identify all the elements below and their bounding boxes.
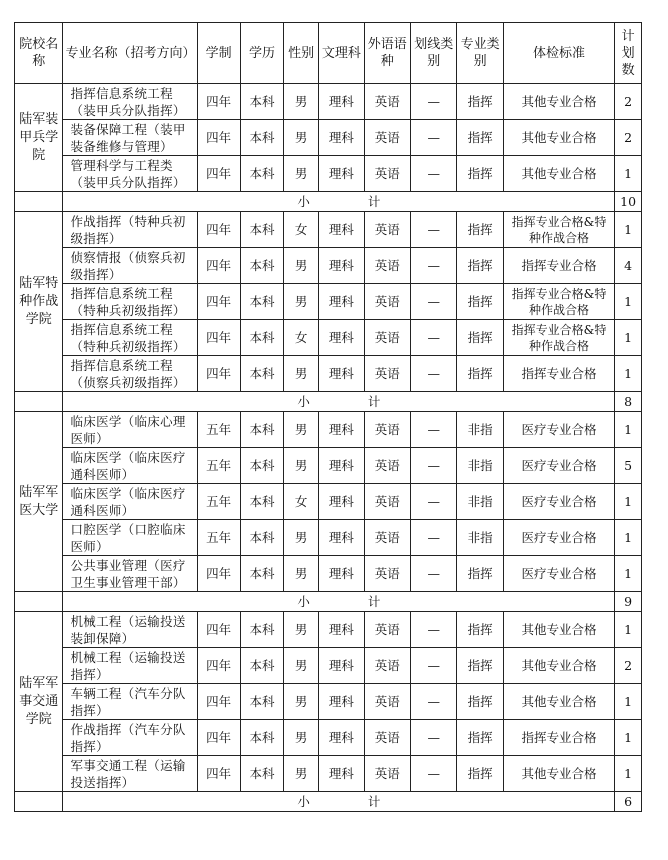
- major-type-cell: 指挥: [457, 720, 503, 756]
- language-cell: 英语: [364, 520, 410, 556]
- major-cell: 口腔医学（口腔临床医师）: [63, 520, 197, 556]
- major-cell: 临床医学（临床心理医师）: [63, 412, 197, 448]
- physical-standard-cell: 指挥专业合格: [503, 248, 614, 284]
- degree-cell: 本科: [240, 120, 283, 156]
- school-name-cell: 陆军军事交通学院: [15, 612, 63, 792]
- degree-cell: 本科: [240, 412, 283, 448]
- table-row: [15, 448, 642, 484]
- track-cell: 理科: [319, 212, 364, 248]
- degree-cell: 本科: [240, 156, 283, 192]
- line-type-cell: —: [411, 356, 457, 392]
- track-cell: 理科: [319, 320, 364, 356]
- degree-cell: 本科: [240, 684, 283, 720]
- major-cell: 作战指挥（汽车分队指挥）: [63, 720, 197, 756]
- language-cell: 英语: [364, 356, 410, 392]
- gender-cell: 男: [284, 284, 319, 320]
- plan-count-cell: 1: [615, 356, 642, 392]
- line-type-cell: —: [411, 556, 457, 592]
- subtotal-label-part: 小: [297, 794, 310, 809]
- track-cell: 理科: [319, 520, 364, 556]
- physical-standard-cell: 指挥专业合格: [503, 356, 614, 392]
- duration-cell: 四年: [197, 248, 240, 284]
- line-type-cell: —: [411, 156, 457, 192]
- major-cell: 装备保障工程（装甲装备维修与管理）: [63, 120, 197, 156]
- table-row: [15, 84, 642, 120]
- school-name-cell: 陆军特种作战学院: [15, 212, 63, 392]
- table-row: [15, 156, 642, 192]
- gender-cell: 男: [284, 412, 319, 448]
- major-cell: 临床医学（临床医疗通科医师）: [63, 448, 197, 484]
- subtotal-row: [15, 592, 642, 612]
- duration-cell: 四年: [197, 356, 240, 392]
- major-type-cell: 非指: [457, 520, 503, 556]
- physical-standard-cell: 其他专业合格: [503, 156, 614, 192]
- duration-cell: 四年: [197, 612, 240, 648]
- language-cell: 英语: [364, 556, 410, 592]
- table-row: [15, 720, 642, 756]
- degree-cell: 本科: [240, 612, 283, 648]
- header-language: 外语语种: [364, 23, 410, 84]
- duration-cell: 五年: [197, 448, 240, 484]
- major-type-cell: 指挥: [457, 320, 503, 356]
- enrollment-plan-table: [14, 22, 642, 812]
- duration-cell: 四年: [197, 120, 240, 156]
- plan-count-cell: 1: [615, 156, 642, 192]
- physical-standard-cell: 其他专业合格: [503, 84, 614, 120]
- track-cell: 理科: [319, 284, 364, 320]
- header-major-type: 专业类别: [457, 23, 503, 84]
- language-cell: 英语: [364, 412, 410, 448]
- duration-cell: 四年: [197, 720, 240, 756]
- degree-cell: 本科: [240, 320, 283, 356]
- major-type-cell: 指挥: [457, 248, 503, 284]
- track-cell: 理科: [319, 412, 364, 448]
- language-cell: 英语: [364, 648, 410, 684]
- degree-cell: 本科: [240, 248, 283, 284]
- gender-cell: 男: [284, 248, 319, 284]
- line-type-cell: —: [411, 248, 457, 284]
- gender-cell: 男: [284, 648, 319, 684]
- major-type-cell: 指挥: [457, 156, 503, 192]
- plan-count-cell: 2: [615, 648, 642, 684]
- line-type-cell: —: [411, 320, 457, 356]
- subtotal-blank-cell: [15, 592, 63, 612]
- table-row: [15, 212, 642, 248]
- physical-standard-cell: 医疗专业合格: [503, 448, 614, 484]
- major-type-cell: 指挥: [457, 612, 503, 648]
- table-row: [15, 684, 642, 720]
- physical-standard-cell: 医疗专业合格: [503, 484, 614, 520]
- physical-standard-cell: 医疗专业合格: [503, 520, 614, 556]
- physical-standard-cell: 其他专业合格: [503, 648, 614, 684]
- track-cell: 理科: [319, 720, 364, 756]
- plan-count-cell: 1: [615, 612, 642, 648]
- track-cell: 理科: [319, 156, 364, 192]
- plan-count-cell: 1: [615, 484, 642, 520]
- track-cell: 理科: [319, 356, 364, 392]
- table-row: [15, 756, 642, 792]
- table-row: [15, 120, 642, 156]
- plan-count-cell: 5: [615, 448, 642, 484]
- header-physical: 体检标准: [503, 23, 614, 84]
- track-cell: 理科: [319, 248, 364, 284]
- physical-standard-cell: 指挥专业合格&特种作战合格: [503, 212, 614, 248]
- line-type-cell: —: [411, 684, 457, 720]
- track-cell: 理科: [319, 448, 364, 484]
- language-cell: 英语: [364, 756, 410, 792]
- degree-cell: 本科: [240, 648, 283, 684]
- duration-cell: 四年: [197, 156, 240, 192]
- subtotal-row: [15, 192, 642, 212]
- duration-cell: 四年: [197, 648, 240, 684]
- plan-count-cell: 1: [615, 320, 642, 356]
- header-line-type: 划线类别: [411, 23, 457, 84]
- major-cell: 公共事业管理（医疗卫生事业管理干部）: [63, 556, 197, 592]
- table-row: [15, 520, 642, 556]
- subtotal-label-cell: [63, 392, 615, 412]
- duration-cell: 五年: [197, 484, 240, 520]
- subtotal-blank-cell: [15, 392, 63, 412]
- line-type-cell: —: [411, 212, 457, 248]
- line-type-cell: —: [411, 84, 457, 120]
- language-cell: 英语: [364, 448, 410, 484]
- subtotal-value-cell: 6: [615, 792, 642, 812]
- table-row: [15, 412, 642, 448]
- major-cell: 指挥信息系统工程（装甲兵分队指挥）: [63, 84, 197, 120]
- track-cell: 理科: [319, 648, 364, 684]
- header-major: 专业名称（招考方向）: [63, 23, 197, 84]
- major-type-cell: 指挥: [457, 756, 503, 792]
- school-name-cell: 陆军装甲兵学院: [15, 84, 63, 192]
- plan-count-cell: 1: [615, 284, 642, 320]
- physical-standard-cell: 其他专业合格: [503, 612, 614, 648]
- table-row: [15, 556, 642, 592]
- gender-cell: 男: [284, 84, 319, 120]
- major-cell: 临床医学（临床医疗通科医师）: [63, 484, 197, 520]
- plan-count-cell: 1: [615, 412, 642, 448]
- gender-cell: 男: [284, 720, 319, 756]
- major-type-cell: 指挥: [457, 212, 503, 248]
- header-degree: 学历: [240, 23, 283, 84]
- degree-cell: 本科: [240, 720, 283, 756]
- track-cell: 理科: [319, 484, 364, 520]
- major-type-cell: 指挥: [457, 120, 503, 156]
- track-cell: 理科: [319, 120, 364, 156]
- physical-standard-cell: 指挥专业合格&特种作战合格: [503, 284, 614, 320]
- subtotal-label-cell: [63, 592, 615, 612]
- physical-standard-cell: 其他专业合格: [503, 684, 614, 720]
- gender-cell: 男: [284, 356, 319, 392]
- header-duration: 学制: [197, 23, 240, 84]
- major-cell: 军事交通工程（运输投送指挥）: [63, 756, 197, 792]
- language-cell: 英语: [364, 612, 410, 648]
- major-cell: 机械工程（运输投送指挥）: [63, 648, 197, 684]
- track-cell: 理科: [319, 684, 364, 720]
- physical-standard-cell: 医疗专业合格: [503, 556, 614, 592]
- subtotal-label-part: 计: [367, 394, 381, 409]
- duration-cell: 五年: [197, 520, 240, 556]
- subtotal-row: [15, 792, 642, 812]
- enrollment-plan-sheet: [14, 22, 642, 812]
- track-cell: 理科: [319, 612, 364, 648]
- school-name-cell: 陆军军医大学: [15, 412, 63, 592]
- major-type-cell: 指挥: [457, 84, 503, 120]
- major-type-cell: 指挥: [457, 684, 503, 720]
- plan-count-cell: 1: [615, 684, 642, 720]
- major-type-cell: 非指: [457, 484, 503, 520]
- gender-cell: 男: [284, 156, 319, 192]
- duration-cell: 四年: [197, 284, 240, 320]
- duration-cell: 四年: [197, 320, 240, 356]
- major-cell: 指挥信息系统工程（特种兵初级指挥）: [63, 284, 197, 320]
- language-cell: 英语: [364, 212, 410, 248]
- gender-cell: 男: [284, 756, 319, 792]
- line-type-cell: —: [411, 720, 457, 756]
- language-cell: 英语: [364, 284, 410, 320]
- degree-cell: 本科: [240, 84, 283, 120]
- table-row: [15, 320, 642, 356]
- duration-cell: 四年: [197, 212, 240, 248]
- line-type-cell: —: [411, 612, 457, 648]
- table-row: [15, 248, 642, 284]
- degree-cell: 本科: [240, 756, 283, 792]
- duration-cell: 四年: [197, 684, 240, 720]
- major-cell: 侦察情报（侦察兵初级指挥）: [63, 248, 197, 284]
- table-row: [15, 356, 642, 392]
- plan-count-cell: 2: [615, 84, 642, 120]
- gender-cell: 男: [284, 556, 319, 592]
- degree-cell: 本科: [240, 520, 283, 556]
- major-type-cell: 指挥: [457, 648, 503, 684]
- header-row: [15, 23, 642, 84]
- table-row: [15, 484, 642, 520]
- gender-cell: 男: [284, 520, 319, 556]
- line-type-cell: —: [411, 120, 457, 156]
- plan-count-cell: 1: [615, 756, 642, 792]
- duration-cell: 四年: [197, 756, 240, 792]
- language-cell: 英语: [364, 84, 410, 120]
- gender-cell: 男: [284, 612, 319, 648]
- track-cell: 理科: [319, 556, 364, 592]
- gender-cell: 男: [284, 448, 319, 484]
- physical-standard-cell: 指挥专业合格: [503, 720, 614, 756]
- major-cell: 作战指挥（特种兵初级指挥）: [63, 212, 197, 248]
- subtotal-label-cell: [63, 792, 615, 812]
- major-cell: 机械工程（运输投送装卸保障）: [63, 612, 197, 648]
- line-type-cell: —: [411, 484, 457, 520]
- header-plan: 计划数: [615, 23, 642, 84]
- subtotal-label-part: 小: [297, 594, 310, 609]
- major-type-cell: 指挥: [457, 356, 503, 392]
- plan-count-cell: 1: [615, 556, 642, 592]
- line-type-cell: —: [411, 520, 457, 556]
- subtotal-label-part: 计: [367, 794, 381, 809]
- duration-cell: 四年: [197, 84, 240, 120]
- subtotal-label-part: 小: [297, 194, 310, 209]
- line-type-cell: —: [411, 648, 457, 684]
- plan-count-cell: 2: [615, 120, 642, 156]
- table-row: [15, 284, 642, 320]
- subtotal-row: [15, 392, 642, 412]
- major-type-cell: 非指: [457, 448, 503, 484]
- subtotal-blank-cell: [15, 792, 63, 812]
- table-row: [15, 648, 642, 684]
- plan-count-cell: 4: [615, 248, 642, 284]
- gender-cell: 女: [284, 484, 319, 520]
- physical-standard-cell: 指挥专业合格&特种作战合格: [503, 320, 614, 356]
- plan-count-cell: 1: [615, 720, 642, 756]
- degree-cell: 本科: [240, 356, 283, 392]
- degree-cell: 本科: [240, 484, 283, 520]
- physical-standard-cell: 其他专业合格: [503, 756, 614, 792]
- track-cell: 理科: [319, 756, 364, 792]
- physical-standard-cell: 医疗专业合格: [503, 412, 614, 448]
- major-cell: 管理科学与工程类（装甲兵分队指挥）: [63, 156, 197, 192]
- major-cell: 指挥信息系统工程（侦察兵初级指挥）: [63, 356, 197, 392]
- degree-cell: 本科: [240, 212, 283, 248]
- major-type-cell: 指挥: [457, 556, 503, 592]
- language-cell: 英语: [364, 156, 410, 192]
- track-cell: 理科: [319, 84, 364, 120]
- plan-count-cell: 1: [615, 520, 642, 556]
- duration-cell: 四年: [197, 556, 240, 592]
- plan-count-cell: 1: [615, 212, 642, 248]
- language-cell: 英语: [364, 248, 410, 284]
- degree-cell: 本科: [240, 284, 283, 320]
- language-cell: 英语: [364, 684, 410, 720]
- gender-cell: 女: [284, 320, 319, 356]
- header-gender: 性别: [284, 23, 319, 84]
- major-type-cell: 指挥: [457, 284, 503, 320]
- duration-cell: 五年: [197, 412, 240, 448]
- subtotal-label-part: 小: [297, 394, 310, 409]
- major-cell: 车辆工程（汽车分队指挥）: [63, 684, 197, 720]
- physical-standard-cell: 其他专业合格: [503, 120, 614, 156]
- line-type-cell: —: [411, 756, 457, 792]
- subtotal-blank-cell: [15, 192, 63, 212]
- subtotal-value-cell: 10: [615, 192, 642, 212]
- subtotal-label-cell: [63, 192, 615, 212]
- gender-cell: 男: [284, 120, 319, 156]
- line-type-cell: —: [411, 412, 457, 448]
- subtotal-value-cell: 9: [615, 592, 642, 612]
- line-type-cell: —: [411, 284, 457, 320]
- gender-cell: 女: [284, 212, 319, 248]
- degree-cell: 本科: [240, 556, 283, 592]
- header-track: 文理科: [319, 23, 364, 84]
- gender-cell: 男: [284, 684, 319, 720]
- language-cell: 英语: [364, 720, 410, 756]
- major-cell: 指挥信息系统工程（特种兵初级指挥）: [63, 320, 197, 356]
- language-cell: 英语: [364, 120, 410, 156]
- language-cell: 英语: [364, 320, 410, 356]
- header-school: 院校名称: [15, 23, 63, 84]
- line-type-cell: —: [411, 448, 457, 484]
- degree-cell: 本科: [240, 448, 283, 484]
- language-cell: 英语: [364, 484, 410, 520]
- subtotal-label-part: 计: [367, 194, 381, 209]
- table-row: [15, 612, 642, 648]
- subtotal-value-cell: 8: [615, 392, 642, 412]
- major-type-cell: 非指: [457, 412, 503, 448]
- subtotal-label-part: 计: [367, 594, 381, 609]
